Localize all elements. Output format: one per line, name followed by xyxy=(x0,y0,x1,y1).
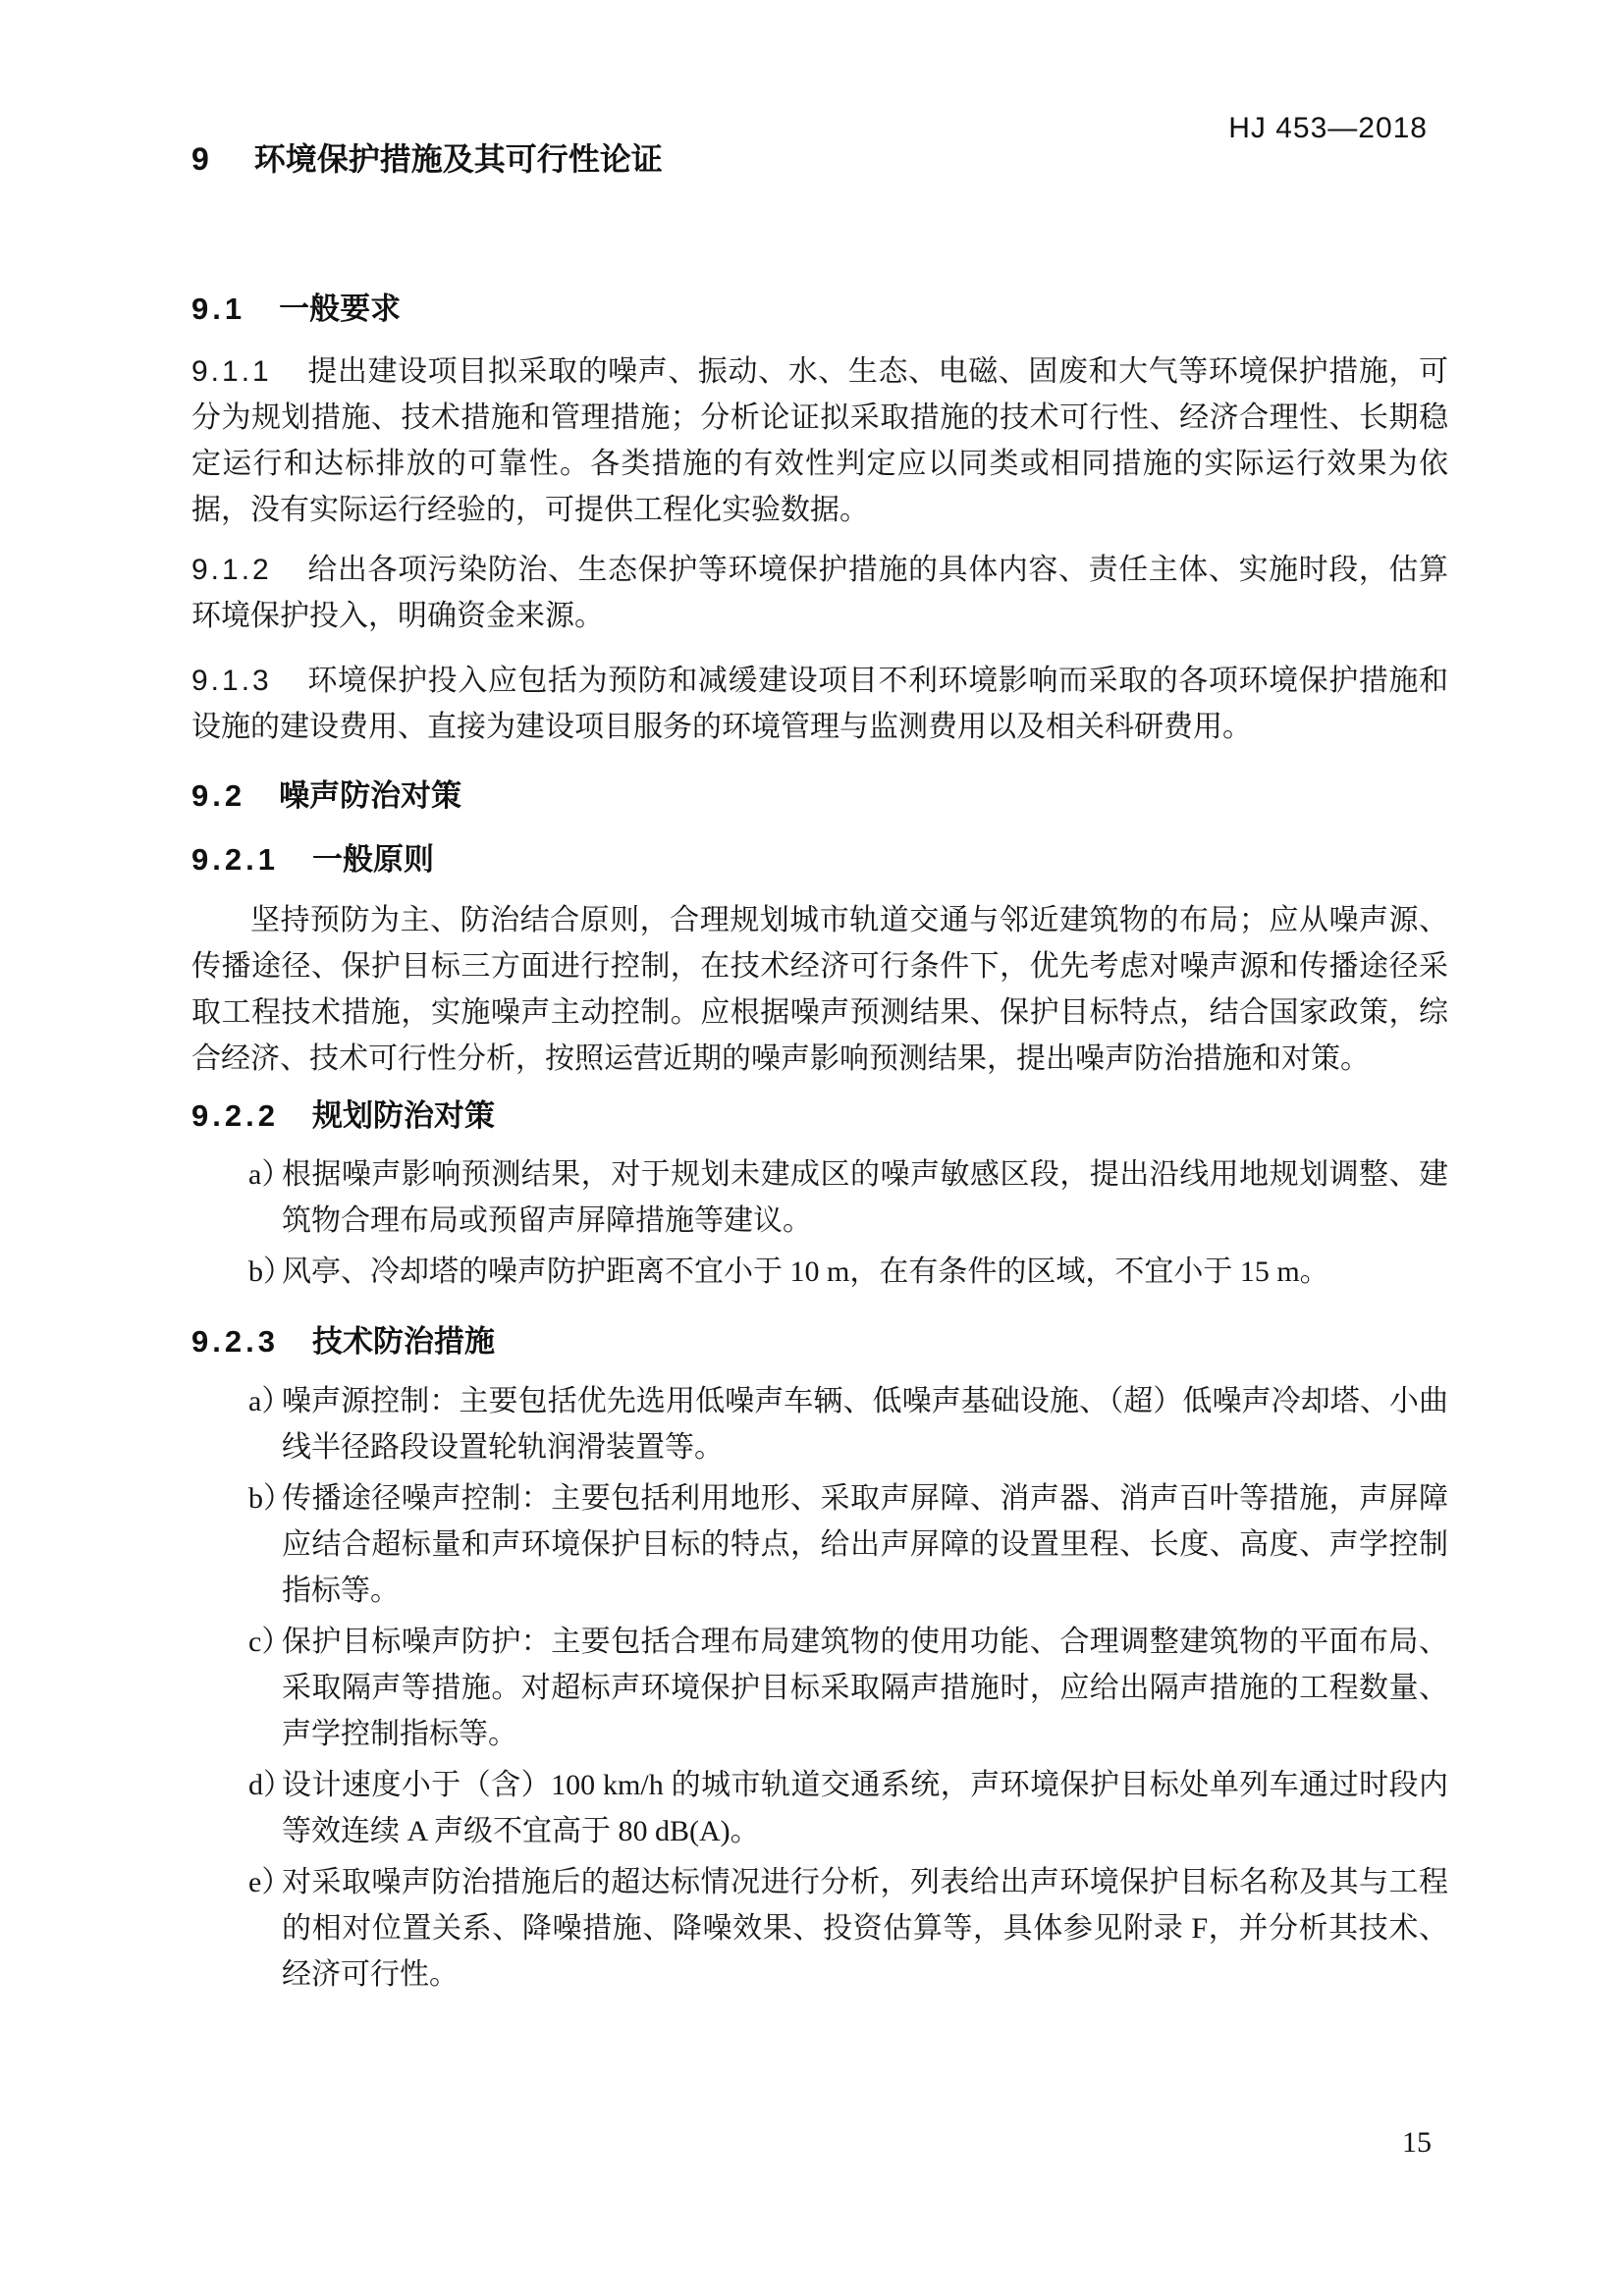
list-item-a xyxy=(191,1151,1448,1244)
section-9-2-heading xyxy=(191,774,1448,818)
section-9-2-2-number: 9.2.2 xyxy=(191,1098,279,1133)
section-9-2-title: 噪声防治对策 xyxy=(279,778,462,813)
section-9-1-number: 9.1 xyxy=(191,292,246,326)
list-item-b-text: 风亭、冷却塔的噪声防护距离不宜小于 10 m，在有条件的区域，不宜小于 15 m。 xyxy=(282,1255,1329,1288)
list-item-c-marker: c） xyxy=(248,1626,292,1658)
section-9-2-3-heading xyxy=(191,1320,1448,1363)
clause-9-1-3-text: 环境保护投入应包括为预防和减缓建设项目不利环境影响而采取的各项环境保护措施和设施的建设费用、直接为建设项目服务的环境管理与监测费用以及相关科研费用。 xyxy=(191,665,1448,743)
list-item-b-marker: b） xyxy=(248,1482,293,1515)
page-number: 15 xyxy=(1402,2126,1432,2159)
list-item-b-text: 传播途径噪声控制：主要包括利用地形、采取声屏障、消声器、消声百叶等措施，声屏障应结合超标量和声环境保护目标的特点，给出声屏障的设置里程、长度、高度、声学控制指标等。 xyxy=(282,1482,1448,1607)
clause-9-1-1-number: 9.1.1 xyxy=(191,355,272,388)
clause-9-1-2-text: 给出各项污染防治、生态保护等环境保护措施的具体内容、责任主体、实施时段，估算环境保护投入，明确资金来源。 xyxy=(191,554,1448,632)
paragraph-9-2-1: 坚持预防为主、防治结合原则，合理规划城市轨道交通与邻近建筑物的布局；应从噪声源、传播途径、保护目标三方面进行控制，在技术经济可行条件下，优先考虑对噪声源和传播途径采取工程技术措施，实施噪声主动控制。应根据噪声预测结果、保护目标特点，结合国家政策，综合经济、技术可行性分析，按照运营近期的噪声影响预测结果，提出噪声防治措施和对策。 xyxy=(191,904,1448,1075)
list-item-c xyxy=(191,1619,1448,1757)
page-content xyxy=(191,0,1448,1998)
section-9-2-2-title: 规划防治对策 xyxy=(311,1098,495,1133)
list-item-e xyxy=(191,1859,1448,1998)
section-9-2-1-number: 9.2.1 xyxy=(191,842,279,877)
section-9-2-2-heading xyxy=(191,1095,1448,1138)
clause-9-1-2-number: 9.1.2 xyxy=(191,554,272,586)
section-9-2-number: 9.2 xyxy=(191,778,246,813)
list-item-a xyxy=(191,1378,1448,1470)
clause-9-1-2 xyxy=(191,547,1448,639)
section-9-2-1-title: 一般原则 xyxy=(311,842,434,877)
list-9-2-3 xyxy=(191,1378,1448,1998)
list-9-2-2 xyxy=(191,1151,1448,1295)
list-item-a-marker: a） xyxy=(248,1158,292,1191)
clause-9-1-3 xyxy=(191,658,1448,750)
section-9-heading xyxy=(191,137,1448,181)
list-item-d-marker: d） xyxy=(248,1769,293,1801)
clause-9-1-1 xyxy=(191,348,1448,533)
list-item-b xyxy=(191,1249,1448,1295)
section-9-2-3-number: 9.2.3 xyxy=(191,1324,279,1359)
section-9-1-heading xyxy=(191,288,1448,331)
list-item-b xyxy=(191,1475,1448,1614)
list-item-a-text: 噪声源控制：主要包括优先选用低噪声车辆、低噪声基础设施、（超）低噪声冷却塔、小曲线半径路段设置轮轨润滑装置等。 xyxy=(282,1385,1448,1464)
section-9-2-3-title: 技术防治措施 xyxy=(311,1324,495,1359)
list-item-a-marker: a） xyxy=(248,1385,292,1417)
section-9-number: 9 xyxy=(191,141,211,177)
section-9-1-title: 一般要求 xyxy=(279,292,402,326)
list-item-e-text: 对采取噪声防治措施后的超达标情况进行分析，列表给出声环境保护目标名称及其与工程的相对位置关系、降噪措施、降噪效果、投资估算等，具体参见附录 F，并分析其技术、经济可行性。 xyxy=(282,1866,1448,1991)
section-9-title: 环境保护措施及其可行性论证 xyxy=(253,141,663,177)
doc-number: HJ 453—2018 xyxy=(1228,112,1428,144)
clause-9-1-3-number: 9.1.3 xyxy=(191,665,272,697)
list-item-a-text: 根据噪声影响预测结果，对于规划未建成区的噪声敏感区段，提出沿线用地规划调整、建筑物合理布局或预留声屏障措施等建议。 xyxy=(282,1158,1448,1237)
section-9-2-1-heading xyxy=(191,838,1448,881)
list-item-e-marker: e） xyxy=(248,1866,292,1898)
list-item-c-text: 保护目标噪声防护：主要包括合理布局建筑物的使用功能、合理调整建筑物的平面布局、采取隔声等措施。对超标声环境保护目标采取隔声措施时，应给出隔声措施的工程数量、声学控制指标等。 xyxy=(282,1626,1448,1750)
list-item-d xyxy=(191,1762,1448,1854)
clause-9-1-1-text: 提出建设项目拟采取的噪声、振动、水、生态、电磁、固废和大气等环境保护措施，可分为规划措施、技术措施和管理措施；分析论证拟采取措施的技术可行性、经济合理性、长期稳定运行和达标排放的可靠性。各类措施的有效性判定应以同类或相同措施的实际运行效果为依据，没有实际运行经验的，可提供工程化实验数据。 xyxy=(191,355,1448,526)
list-item-d-text: 设计速度小于（含）100 km/h 的城市轨道交通系统，声环境保护目标处单列车通过时段内等效连续 A 声级不宜高于 80 dB(A)。 xyxy=(282,1769,1448,1847)
list-item-b-marker: b） xyxy=(248,1255,293,1288)
